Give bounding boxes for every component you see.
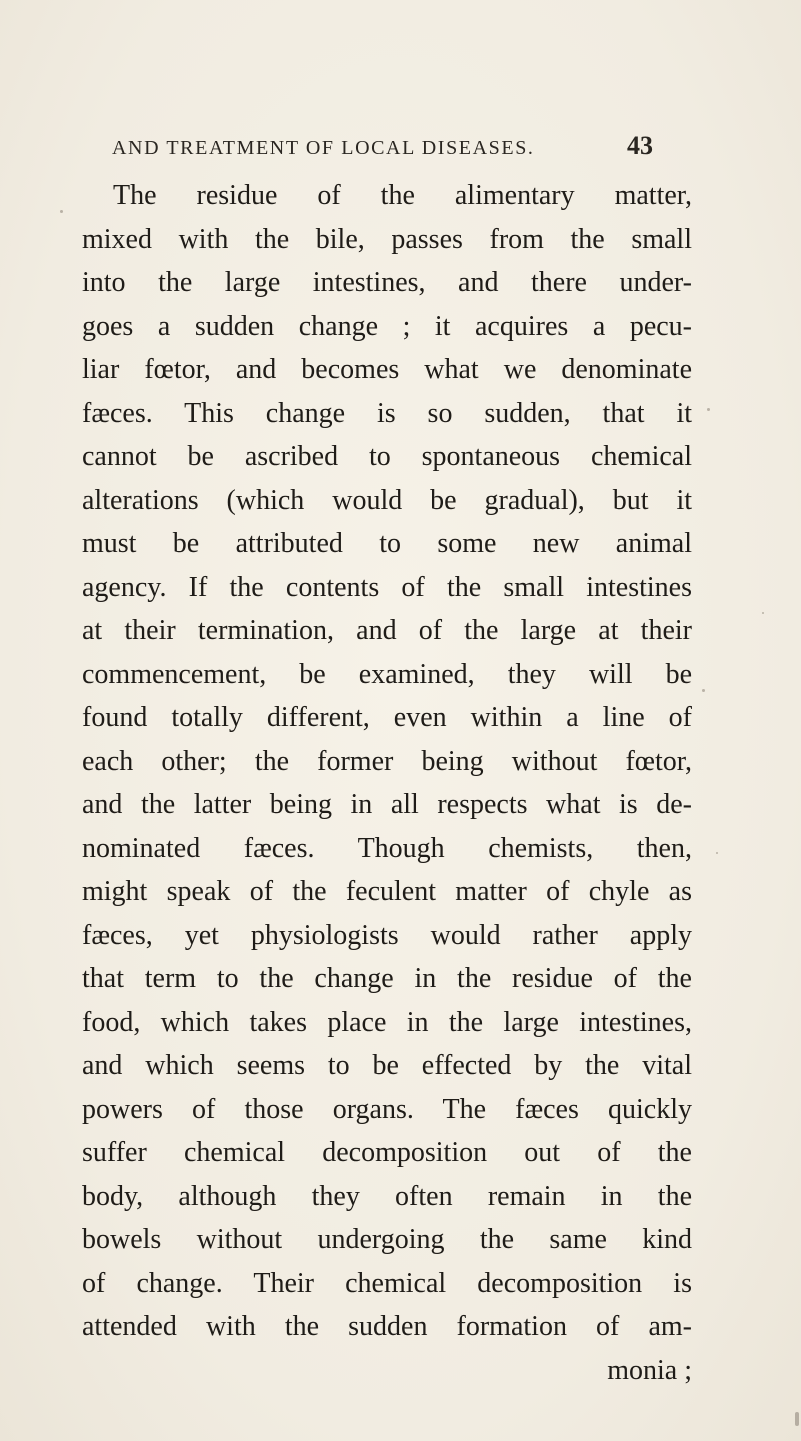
paper-speck [707,408,710,411]
text-line: might speak of the feculent matter of chyle as [82,876,692,907]
text-line: bowels without undergoing the same kind [82,1224,692,1255]
text-line: fæces, yet physiologists would rather apply [82,919,692,951]
text-line-catchword: monia ; [607,1354,692,1386]
text-line: liar fœtor, and becomes what we denominate [82,354,692,385]
paper-speck [60,210,63,213]
text-line: that term to the change in the residue of the [82,963,692,994]
text-line: suffer chemical decomposition out of the [82,1137,692,1168]
paper-speck [702,689,705,692]
text-line: agency. If the contents of the small intestines [82,571,692,603]
text-line: food, which takes place in the large intestines, [82,1006,692,1038]
text-line: at their termination, and of the large at their [82,615,692,646]
body-paragraph [82,174,692,1392]
text-line: attended with the sudden formation of am- [82,1311,692,1342]
text-line: commencement, be examined, they will be [82,658,692,690]
text-line: The residue of the alimentary matter, [113,180,692,211]
page-number: 43 [627,131,653,160]
text-line: fæces. This change is so sudden, that it [82,397,692,429]
text-line: into the large intestines, and there under- [82,267,692,298]
text-line: found totally different, even within a line of [82,702,692,733]
text-line: nominated fæces. Though chemists, then, [82,832,692,864]
text-line: goes a sudden change ; it acquires a pecu- [82,310,692,342]
text-line: powers of those organs. The fæces quickly [82,1093,692,1125]
text-line: body, although they often remain in the [82,1180,692,1212]
text-line: alterations (which would be gradual), but it [82,484,692,516]
text-line: and which seems to be effected by the vital [82,1050,692,1081]
text-line: must be attributed to some new animal [82,528,692,559]
paper-speck [716,852,718,854]
text-line: of change. Their chemical decomposition is [82,1267,692,1299]
text-line: and the latter being in all respects what is de- [82,789,692,820]
text-line: mixed with the bile, passes from the small [82,223,692,255]
paper-speck [795,1412,799,1426]
paper-speck [762,612,764,614]
text-line: cannot be ascribed to spontaneous chemical [82,441,692,472]
running-head: AND TREATMENT OF LOCAL DISEASES. [112,137,535,159]
text-line: each other; the former being without fœtor, [82,745,692,777]
